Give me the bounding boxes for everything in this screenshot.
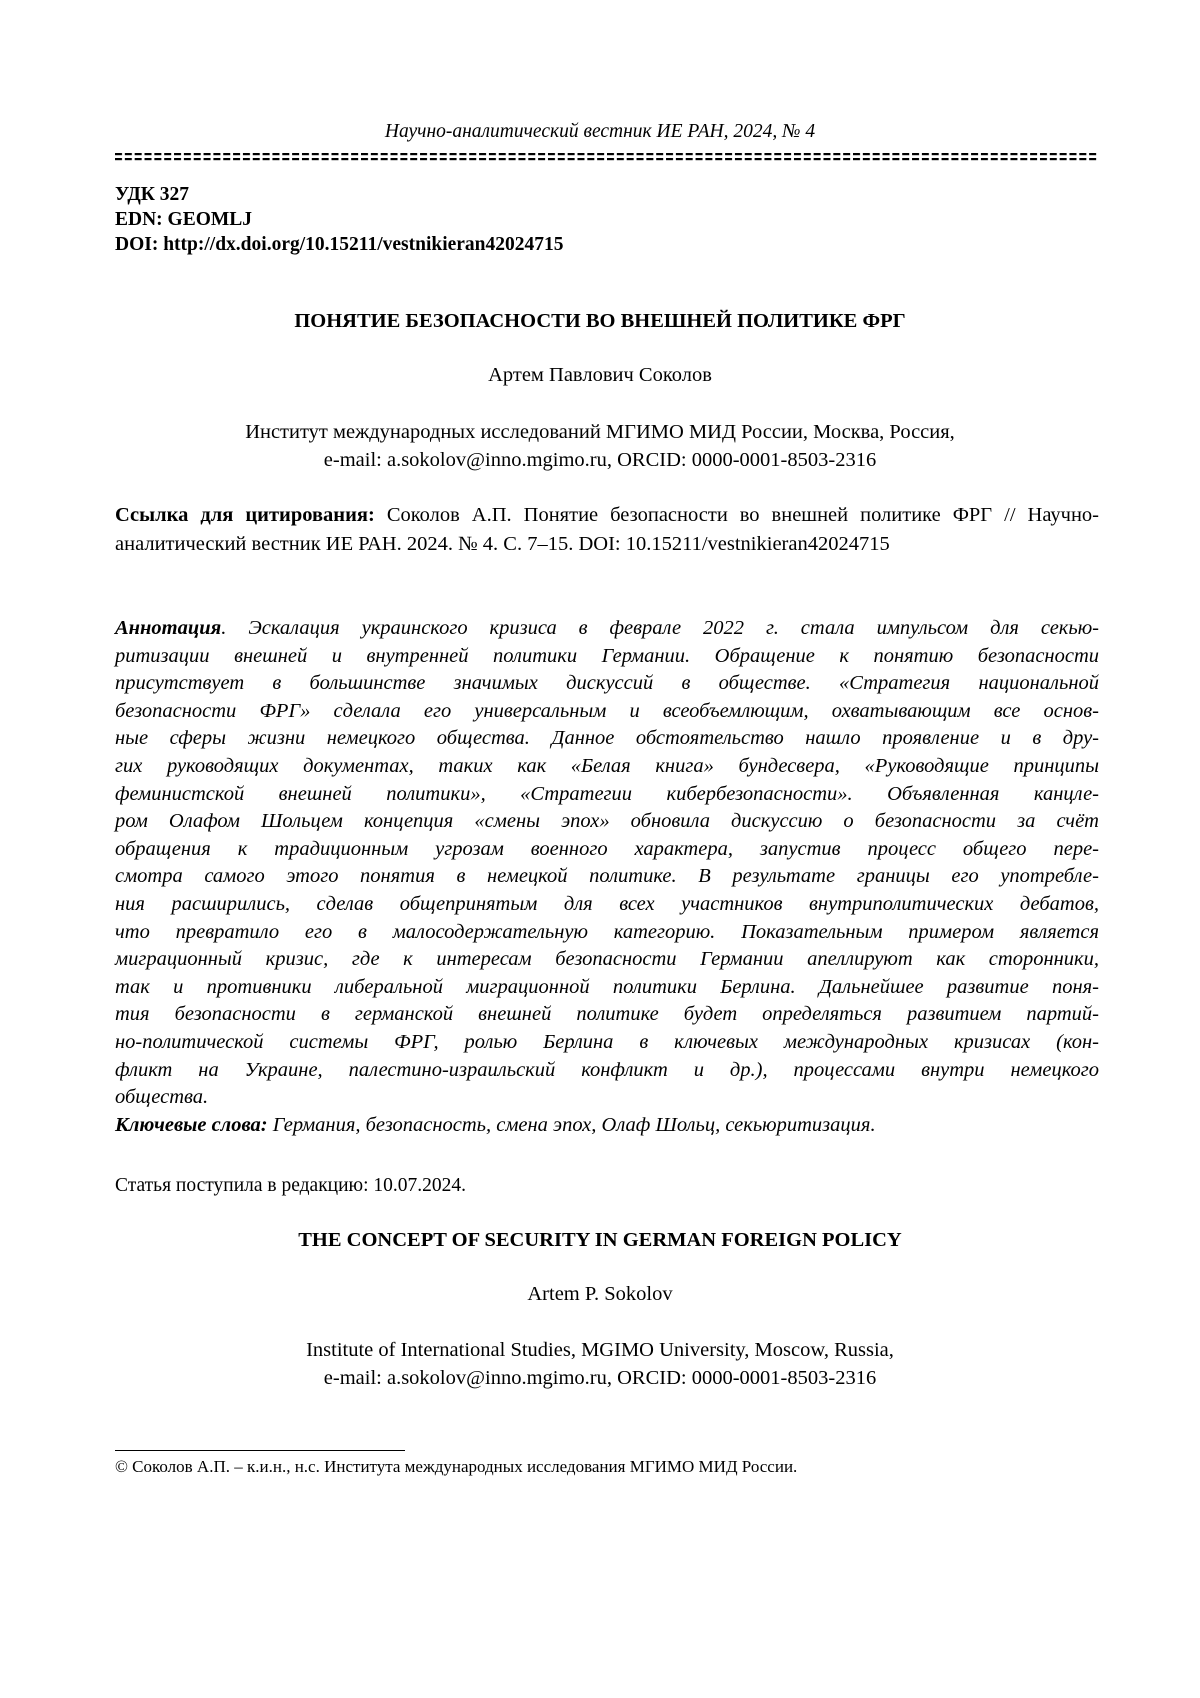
abstract-line: миграционный кризис, где к интересам безопасности Германии апеллируют как сторонники, [115,948,1099,971]
abstract-line: ром Олафом Шольцем концепция «смены эпох» обновила дискуссию о безопасности за счёт [115,810,1099,833]
abstract-line: ные сферы жизни немецкого общества. Данное обстоятельство нашло проявление и в дру- [115,727,1099,750]
abstract-line: обращения к традиционным угрозам военного характера, запустив процесс общего пере- [115,837,1099,860]
double-dashed-rule [115,152,1099,162]
article-title-ru: ПОНЯТИЕ БЕЗОПАСНОСТИ ВО ВНЕШНЕЙ ПОЛИТИКЕ ФРГ [294,310,906,332]
author-name-en: Artem P. Sokolov [527,1283,673,1305]
abstract-line: феминистской внешней политики», «Стратегии кибербезопасности». Объявленная канцле- [115,782,1099,805]
abstract-line: общества. [115,1086,209,1109]
received-date: Статья поступила в редакцию: 10.07.2024. [115,1175,467,1196]
author-footnote: © Соколов А.П. – к.и.н., н.с. Института международных исследования МГИМО МИД России. [115,1457,798,1476]
abstract-line: Аннотация. Эскалация украинского кризиса в феврале 2022 г. стала импульсом для секью- [115,617,1099,639]
abstract-line: что превратило его в малосодержательную категорию. Показательным примером является [115,920,1099,943]
header-double-rule [115,152,1099,162]
affiliation-ru [0,418,1200,474]
article-title-en: THE CONCEPT OF SECURITY IN GERMAN FOREIGN POLICY [298,1229,902,1251]
abstract-block [115,615,1099,1139]
citation-block [115,501,1099,559]
abstract-line: так и противники либеральной миграционной политики Берлина. Дальнейшее развитие поня- [115,975,1099,998]
citation-text: Соколов А.П. Понятие безопасности во внешней политике ФРГ // Научно-аналитический вестник ИЕ РАН. 2024. № 4. С. 7–15. DOI: 10.15211/vestnikieran42024715 [115,504,1099,555]
edn-code: EDN: GEOMLJ [115,209,253,230]
footnote-separator [115,1450,405,1451]
keywords-text: Германия, безопасность, смена эпох, Олаф Шольц, секьюритизация. [267,1113,876,1136]
running-header: Научно-аналитический вестник ИЕ РАН, 2024, № 4 [384,121,816,142]
affiliation-ru-line-2: e-mail: a.sokolov@inno.mgimo.ru, ORCID: 0000-0001-8503-2316 [323,449,877,471]
abstract-line: присутствует в большинстве значимых дискуссий в обществе. «Стратегия национальной [115,672,1099,695]
udk-code: УДК 327 [115,184,190,205]
affiliation-en-line-1: Institute of International Studies, MGIMO University, Moscow, Russia, [306,1339,894,1361]
author-name-ru: Артем Павлович Соколов [488,364,712,386]
abstract-line: тия безопасности в германской внешней политике будет определяться развитием партий- [115,1003,1099,1026]
abstract-line: безопасности ФРГ» сделала его универсальным и всеобъемлющим, охватывающим все основ- [115,699,1099,722]
affiliation-ru-line-1: Институт международных исследований МГИМО МИД России, Москва, Россия, [245,421,955,443]
abstract-label: Аннотация [115,617,222,639]
affiliation-en [0,1336,1200,1392]
abstract-line: смотра самого этого понятия в немецкой политике. В результате границы его употребле- [115,865,1099,888]
abstract-line: ния расширились, сделав общепринятым для всех участников внутриполитических дебатов, [115,892,1099,915]
keywords-line [115,1112,1099,1140]
doi-link[interactable]: DOI: http://dx.doi.org/10.15211/vestnikieran42024715 [115,234,564,255]
affiliation-en-line-2: e-mail: a.sokolov@inno.mgimo.ru, ORCID: 0000-0001-8503-2316 [323,1367,877,1389]
abstract-line: фликт на Украине, палестино-израильский конфликт и др.), процессами внутри немецкого [115,1058,1099,1081]
abstract-line: но-политической системы ФРГ, ролью Берлина в ключевых международных кризисах (кон- [115,1030,1099,1053]
citation-label: Ссылка для цитирования: [115,504,375,526]
abstract-line: гих руководящих документах, таких как «Белая книга» бундесвера, «Руководящие принципы [115,754,1099,777]
keywords-label: Ключевые слова: [115,1113,268,1136]
abstract-line: ритизации внешней и внутренней политики Германии. Обращение к понятию безопасности [115,644,1099,667]
